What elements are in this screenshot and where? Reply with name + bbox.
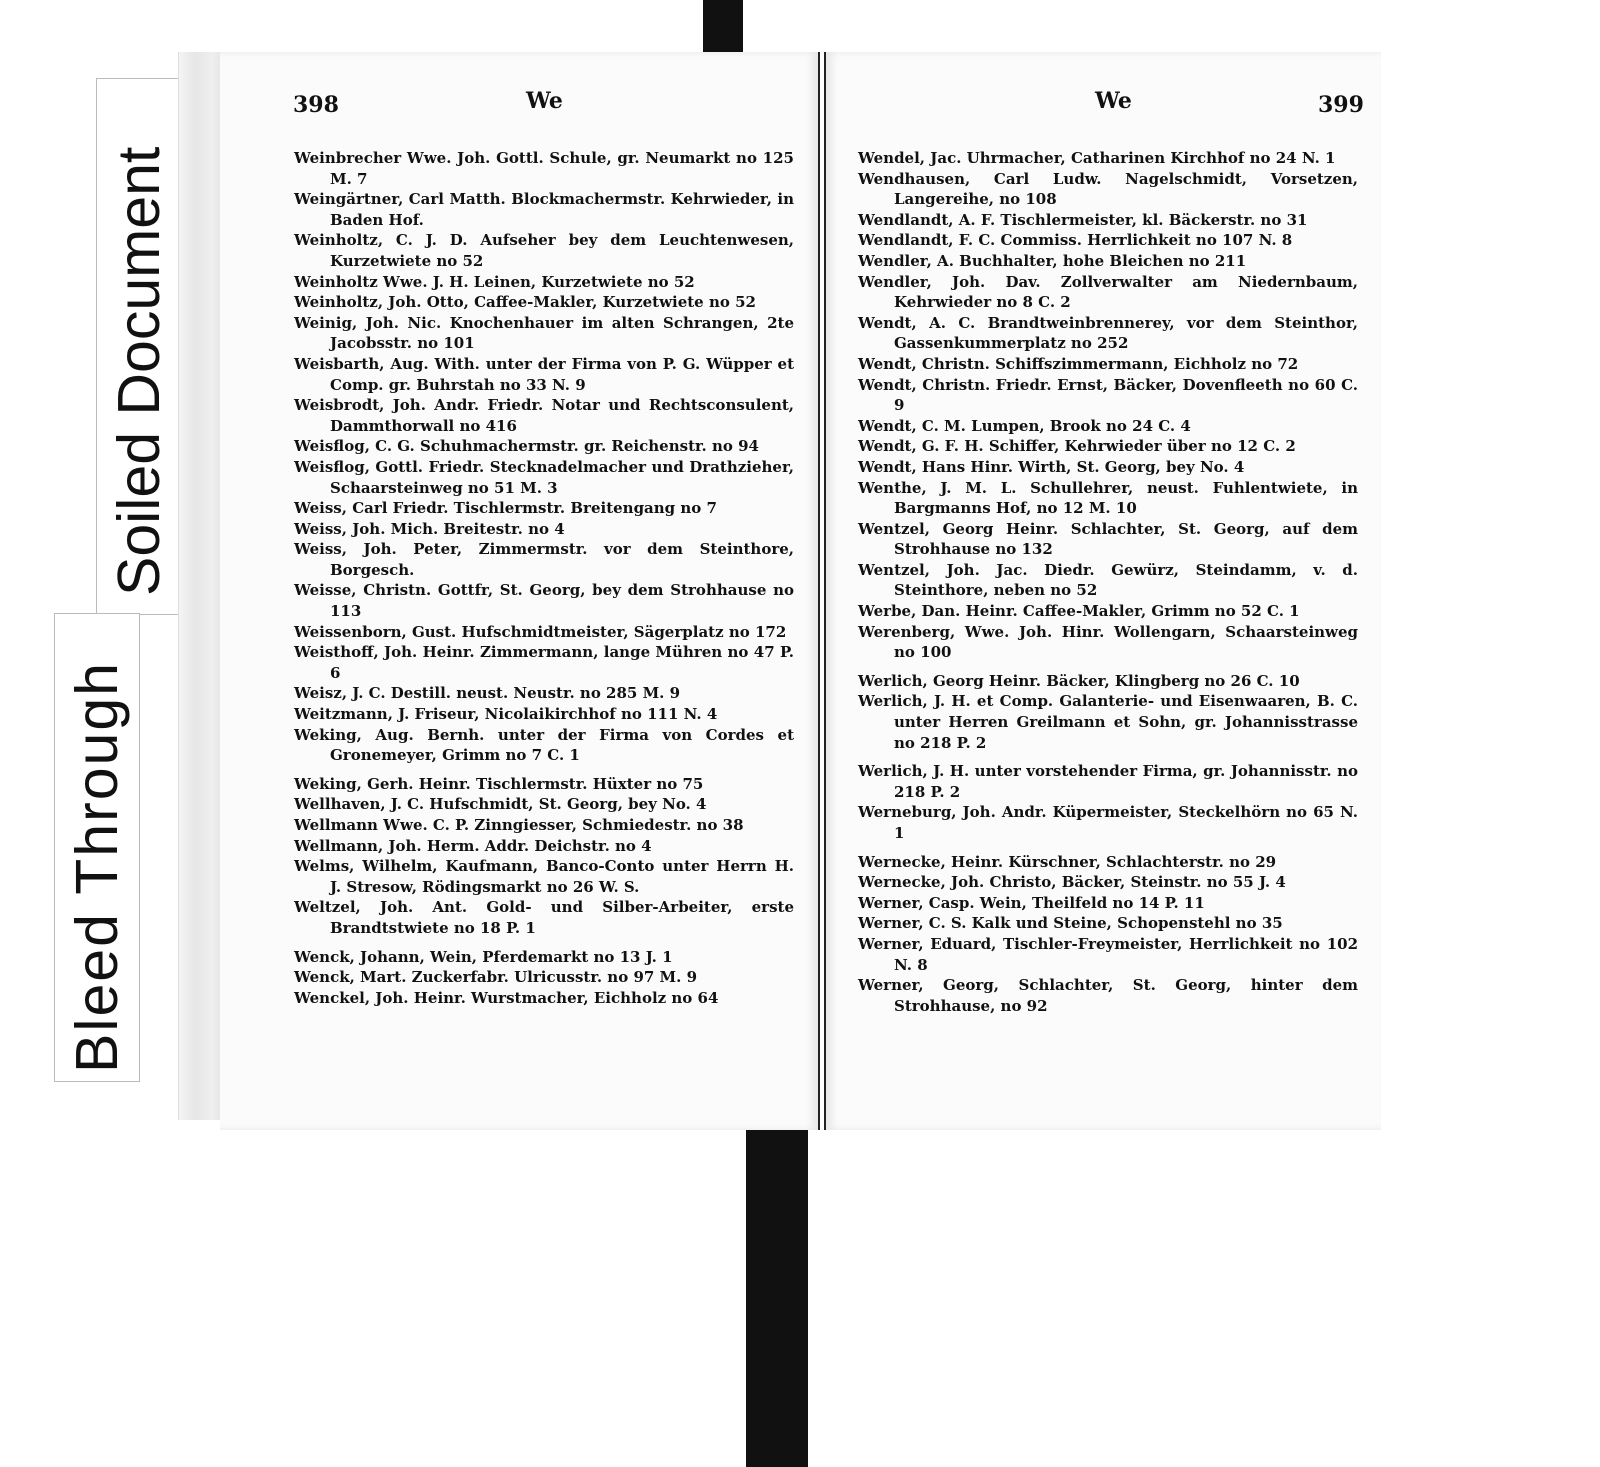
gutter-shadow-top [703, 0, 743, 60]
directory-entry: Weiss, Carl Friedr. Tischlermstr. Breitengang no 7 [294, 499, 717, 518]
right-section-header: We [1095, 88, 1132, 114]
directory-entry: Weking, Aug. Bernh. unter der Firma von Cordes et Gronemeyer, Grimm no 7 C. 1 [294, 725, 794, 765]
directory-entry: Wernecke, Heinr. Kürschner, Schlachterstr. no 29 [858, 852, 1277, 871]
directory-entry: Weltzel, Joh. Ant. Gold- und Silber-Arbeiter, erste Brandtstwiete no 18 P. 1 [294, 898, 794, 937]
left-section-header: We [526, 88, 563, 114]
directory-entry: Weissenborn, Gust. Hufschmidtmeister, Sägerplatz no 172 [294, 622, 787, 641]
directory-entry: Weisflog, Gottl. Friedr. Stecknadelmacher und Drathzieher, Schaarsteinweg no 51 M. 3 [294, 457, 794, 497]
directory-entry: Weiss, Joh. Peter, Zimmermstr. vor dem Steinthore, Borgesch. [294, 540, 794, 579]
directory-entry: Wentzel, Georg Heinr. Schlachter, St. Georg, auf dem Strohhause no 132 [858, 519, 1358, 559]
directory-entry: Weisbrodt, Joh. Andr. Friedr. Notar und Rechtsconsulent, Dammthorwall no 416 [294, 396, 794, 435]
directory-entry: Wendt, Christn. Schiffszimmermann, Eichholz no 72 [858, 354, 1299, 373]
directory-entry: Wellmann, Joh. Herm. Addr. Deichstr. no 4 [294, 836, 652, 855]
directory-entry: Wenthe, J. M. L. Schullehrer, neust. Fuhlentwiete, in Bargmanns Hof, no 12 M. 10 [858, 478, 1358, 518]
gutter-shadow-bottom [746, 1121, 808, 1467]
directory-entry: Wendt, Christn. Friedr. Ernst, Bäcker, Dovenfleeth no 60 C. 9 [858, 375, 1358, 415]
directory-entry: Weinbrecher Wwe. Joh. Gottl. Schule, gr. Neumarkt no 125 M. 7 [294, 149, 794, 188]
directory-entry: Wentzel, Joh. Jac. Diedr. Gewürz, Steindamm, v. d. Steinthore, neben no 52 [858, 560, 1358, 600]
directory-entry: Werner, C. S. Kalk und Steine, Schopenstehl no 35 [858, 914, 1283, 933]
directory-entry: Wendt, G. F. H. Schiffer, Kehrwieder über no 12 C. 2 [858, 437, 1296, 456]
directory-entry: Weisbarth, Aug. With. unter der Firma von P. G. Wüpper et Comp. gr. Buhrstah no 33 N. 9 [294, 354, 794, 394]
directory-entry: Weisflog, C. G. Schuhmachermstr. gr. Reichenstr. no 94 [294, 437, 759, 456]
directory-entry: Wenck, Mart. Zuckerfabr. Ulricusstr. no 97 M. 9 [294, 968, 698, 987]
directory-entry: Weitzmann, J. Friseur, Nicolaikirchhof no 111 N. 4 [294, 705, 718, 724]
directory-entry: Werneburg, Joh. Andr. Küpermeister, Steckelhörn no 65 N. 1 [858, 803, 1358, 842]
directory-entry: Wendhausen, Carl Ludw. Nagelschmidt, Vorsetzen, Langereihe, no 108 [858, 169, 1358, 209]
directory-entry: Weisz, J. C. Destill. neust. Neustr. no 285 M. 9 [294, 684, 681, 703]
directory-entry: Werner, Casp. Wein, Theilfeld no 14 P. 11 [858, 893, 1205, 912]
directory-entry: Weinig, Joh. Nic. Knochenhauer im alten Schrangen, 2te Jacobsstr. no 101 [294, 313, 794, 353]
directory-entry: Weiss, Joh. Mich. Breitestr. no 4 [294, 519, 565, 538]
directory-entry: Wendt, A. C. Brandtweinbrennerey, vor dem Steinthor, Gassenkummerplatz no 252 [858, 313, 1358, 353]
directory-entry: Weingärtner, Carl Matth. Blockmachermstr. Kehrwieder, in Baden Hof. [294, 190, 794, 229]
directory-entry: Weisse, Christn. Gottfr, St. Georg, bey dem Strohhause no 113 [294, 581, 794, 621]
directory-entry: Werlich, J. H. et Comp. Galanterie- und Eisenwaaren, B. C. unter Herren Greilmann et Sohn, gr. Johannisstrasse no 218 P. 2 [858, 692, 1358, 752]
directory-entry: Wendt, Hans Hinr. Wirth, St. Georg, bey No. 4 [858, 457, 1245, 476]
directory-entry: Werbe, Dan. Heinr. Caffee-Makler, Grimm no 52 C. 1 [858, 602, 1300, 621]
directory-entry: Wellhaven, J. C. Hufschmidt, St. Georg, bey No. 4 [294, 795, 707, 814]
directory-entry: Werner, Eduard, Tischler-Freymeister, Herrlichkeit no 102 N. 8 [858, 934, 1358, 974]
directory-entry: Werner, Georg, Schlachter, St. Georg, hinter dem Strohhause, no 92 [858, 976, 1358, 1015]
directory-entry: Welms, Wilhelm, Kaufmann, Banco-Conto unter Herrn H. J. Stresow, Rödingsmarkt no 26 W. S. [294, 857, 794, 896]
directory-entry: Wendel, Jac. Uhrmacher, Catharinen Kirchhof no 24 N. 1 [858, 149, 1336, 167]
directory-entry: Weking, Gerh. Heinr. Tischlermstr. Hüxter no 75 [294, 774, 704, 793]
left-entry-list [294, 148, 794, 1008]
directory-entry: Wernecke, Joh. Christo, Bäcker, Steinstr. no 55 J. 4 [858, 873, 1286, 892]
right-page-number: 399 [1318, 92, 1364, 118]
left-page-number: 398 [293, 92, 339, 118]
directory-entry: Werlich, J. H. unter vorstehender Firma, gr. Johannisstr. no 218 P. 2 [858, 762, 1358, 801]
directory-entry: Wendt, C. M. Lumpen, Brook no 24 C. 4 [858, 416, 1191, 435]
directory-entry: Weinholtz Wwe. J. H. Leinen, Kurzetwiete no 52 [294, 272, 695, 291]
right-entry-list [858, 148, 1358, 1016]
directory-entry: Wenckel, Joh. Heinr. Wurstmacher, Eichholz no 64 [294, 988, 719, 1007]
directory-entry: Wendler, Joh. Dav. Zollverwalter am Niedernbaum, Kehrwieder no 8 C. 2 [858, 272, 1358, 312]
directory-entry: Wendler, A. Buchhalter, hohe Bleichen no 211 [858, 251, 1247, 270]
directory-entry: Wendlandt, F. C. Commiss. Herrlichkeit no 107 N. 8 [858, 231, 1293, 250]
directory-entry: Werenberg, Wwe. Joh. Hinr. Wollengarn, Schaarsteinweg no 100 [858, 622, 1358, 662]
directory-entry: Wenck, Johann, Wein, Pferdemarkt no 13 J. 1 [294, 947, 673, 966]
directory-entry: Weinholtz, Joh. Otto, Caffee-Makler, Kurzetwiete no 52 [294, 293, 756, 312]
directory-entry: Wendlandt, A. F. Tischlermeister, kl. Bäckerstr. no 31 [858, 210, 1308, 229]
directory-entry: Weisthoff, Joh. Heinr. Zimmermann, lange Mühren no 47 P. 6 [294, 643, 794, 682]
soiled-document-stamp: Soiled Document [106, 146, 172, 596]
directory-entry: Wellmann Wwe. C. P. Zinngiesser, Schmiedestr. no 38 [294, 816, 744, 834]
directory-entry: Werlich, Georg Heinr. Bäcker, Klingberg no 26 C. 10 [858, 671, 1300, 690]
directory-entry: Weinholtz, C. J. D. Aufseher bey dem Leuchtenwesen, Kurzetwiete no 52 [294, 231, 794, 270]
bleed-through-stamp: Bleed Through [64, 661, 130, 1073]
